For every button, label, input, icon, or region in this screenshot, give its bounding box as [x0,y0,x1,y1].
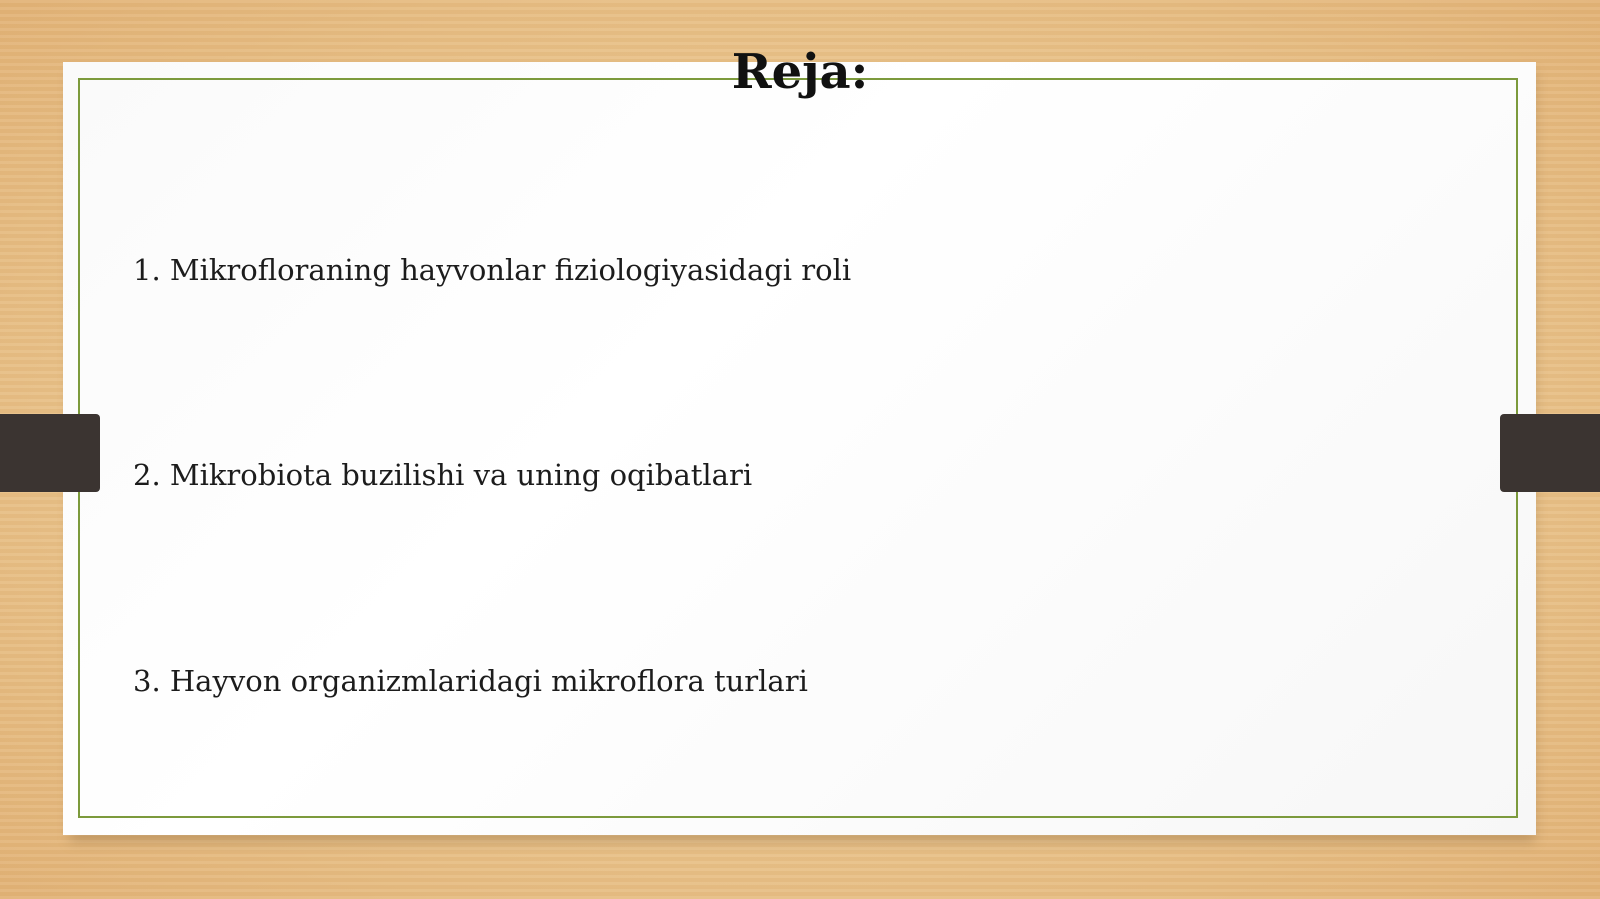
plan-item-1: 1. Mikrofloraning hayvonlar fiziologiyasidagi roli [133,253,852,287]
plan-item-2: 2. Mikrobiota buzilishi va uning oqibatlari [133,458,753,492]
plan-item-3: 3. Hayvon organizmlaridagi mikroflora turlari [133,664,808,698]
left-side-tab [0,414,100,492]
slide-frame-border [78,78,1518,818]
slide-title: Reja: [731,44,869,100]
right-side-tab [1500,414,1600,492]
